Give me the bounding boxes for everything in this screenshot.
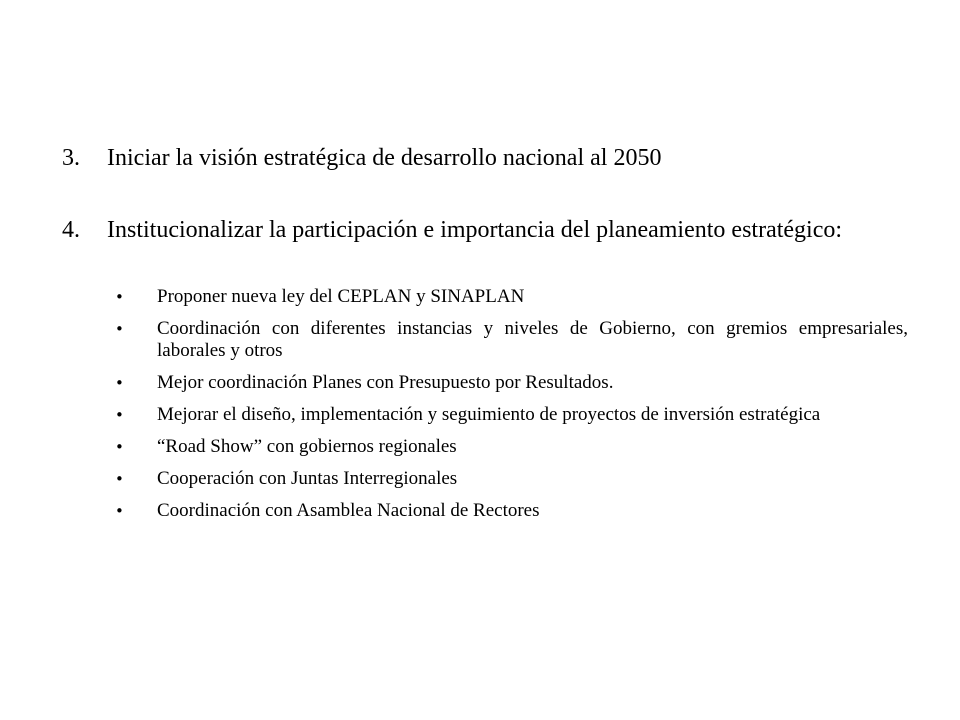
bullet-item <box>115 318 908 362</box>
bullet-text: Proponer nueva ley del CEPLAN y SINAPLAN <box>157 286 525 307</box>
numbered-item-3 <box>62 144 908 173</box>
item-text: Iniciar la visión estratégica de desarrollo nacional al 2050 <box>107 145 662 171</box>
bullet-item <box>115 372 908 394</box>
bullet-text: Coordinación con diferentes instancias y niveles de Gobierno, con gremios empresariales, laborales y otros <box>157 318 908 361</box>
bullet-text: Cooperación con Juntas Interregionales <box>157 468 458 489</box>
bullet-item <box>115 286 908 308</box>
item-number: 4. <box>62 217 80 243</box>
bullet-item <box>115 468 908 490</box>
bullet-item <box>115 436 908 458</box>
bullet-text: Mejor coordinación Planes con Presupuesto por Resultados. <box>157 372 614 393</box>
bullet-icon: • <box>115 320 124 338</box>
bullet-text: Coordinación con Asamblea Nacional de Rectores <box>157 500 540 521</box>
bullet-icon: • <box>115 406 124 424</box>
bullet-list <box>115 286 908 532</box>
bullet-icon: • <box>115 470 124 488</box>
bullet-item <box>115 500 908 522</box>
numbered-item-4 <box>62 216 908 245</box>
item-text: Institucionalizar la participación e importancia del planeamiento estratégico: <box>107 217 843 243</box>
bullet-item <box>115 404 908 426</box>
bullet-icon: • <box>115 502 124 520</box>
bullet-icon: • <box>115 288 124 306</box>
bullet-text: Mejorar el diseño, implementación y seguimiento de proyectos de inversión estratégica <box>157 404 821 425</box>
bullet-icon: • <box>115 374 124 392</box>
bullet-text: “Road Show” con gobiernos regionales <box>157 436 457 457</box>
bullet-icon: • <box>115 438 124 456</box>
item-number: 3. <box>62 145 80 171</box>
